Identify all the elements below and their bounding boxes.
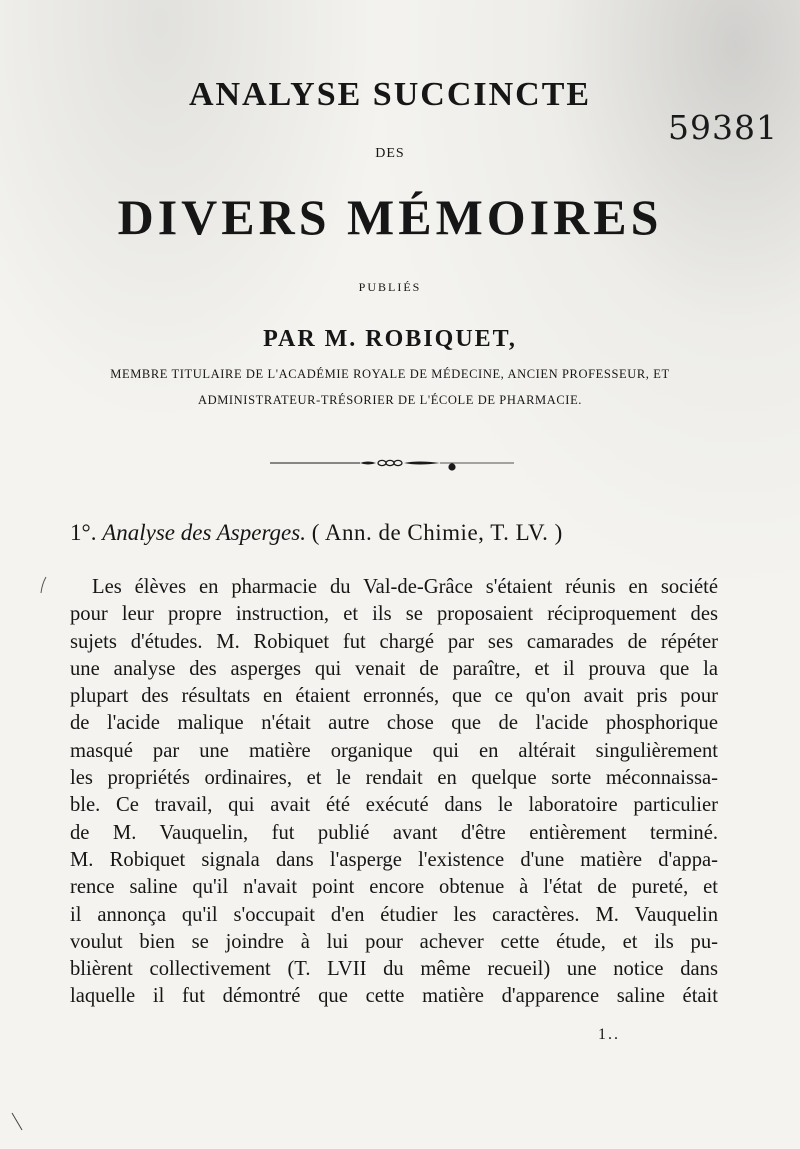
catalog-number-stamp: 59381 bbox=[668, 108, 778, 147]
body-line: les propriétés ordinaires, et le rendait en quelque sorte méconnaissa- bbox=[70, 767, 718, 790]
affiliation-line-1: MEMBRE TITULAIRE DE L'ACADÉMIE ROYALE DE MÉDECINE, ANCIEN PROFESSEUR, ET bbox=[110, 367, 670, 381]
section-reference: ( Ann. de Chimie, T. LV. ) bbox=[311, 520, 563, 545]
body-line: sujets d'études. M. Robiquet fut chargé par ses camarades de répéter bbox=[70, 630, 718, 653]
body-line: laquelle il fut démontré que cette matière d'apparence saline était bbox=[70, 985, 718, 1008]
body-line: ble. Ce travail, qui avait été exécuté dans le laboratoire particulier bbox=[70, 794, 718, 817]
section-title: Analyse des Asperges. bbox=[102, 520, 306, 545]
margin-mark-icon bbox=[40, 576, 48, 594]
body-line: de M. Vauquelin, fut publié avant d'être entièrement terminé. bbox=[70, 821, 718, 844]
title-line-1: ANALYSE SUCCINCTE bbox=[188, 76, 592, 113]
ornament-divider-icon bbox=[268, 454, 518, 474]
body-line: voulut bien se joindre à lui pour achever cette étude, et ils pu- bbox=[70, 930, 718, 953]
section-heading bbox=[70, 520, 770, 546]
body-line: M. Robiquet signala dans l'asperge l'existence d'une matière d'appa- bbox=[70, 848, 718, 871]
body-line: il annonça qu'il s'occupait d'en étudier les caractères. M. Vauquelin bbox=[70, 903, 718, 926]
body-line: blièrent collectivement (T. LVII du même recueil) une notice dans bbox=[70, 958, 718, 981]
corner-mark-icon bbox=[10, 1112, 24, 1132]
body-line: de l'acide malique n'était autre chose que de l'acide phosphorique bbox=[70, 712, 718, 735]
published-label: PUBLIÉS bbox=[358, 280, 422, 294]
title-line-2: DIVERS MÉMOIRES bbox=[117, 189, 663, 245]
body-line: plupart des résultats en étaient erronnés, que ce qu'on avait pris pour bbox=[70, 685, 718, 708]
page-signature: 1.. bbox=[598, 1026, 620, 1043]
affiliation-line-2: ADMINISTRATEUR-TRÉSORIER DE L'ÉCOLE DE PHARMACIE. bbox=[197, 393, 583, 407]
body-line: rence saline qu'il n'avait point encore obtenue à l'état de pureté, et bbox=[70, 876, 718, 899]
body-line: pour leur propre instruction, et ils se proposaient réciproquement des bbox=[70, 603, 718, 626]
body-paragraph bbox=[70, 574, 718, 1011]
section-number: 1°. bbox=[70, 520, 97, 545]
author-line: PAR M. ROBIQUET, bbox=[263, 326, 517, 352]
title-connector: DES bbox=[375, 146, 405, 161]
body-line: masqué par une matière organique qui en altérait singulièrement bbox=[70, 739, 718, 762]
body-line: Les élèves en pharmacie du Val-de-Grâce s'étaient réunis en société bbox=[92, 576, 718, 598]
body-line: une analyse des asperges qui venait de paraître, et il prouva que la bbox=[70, 657, 718, 680]
